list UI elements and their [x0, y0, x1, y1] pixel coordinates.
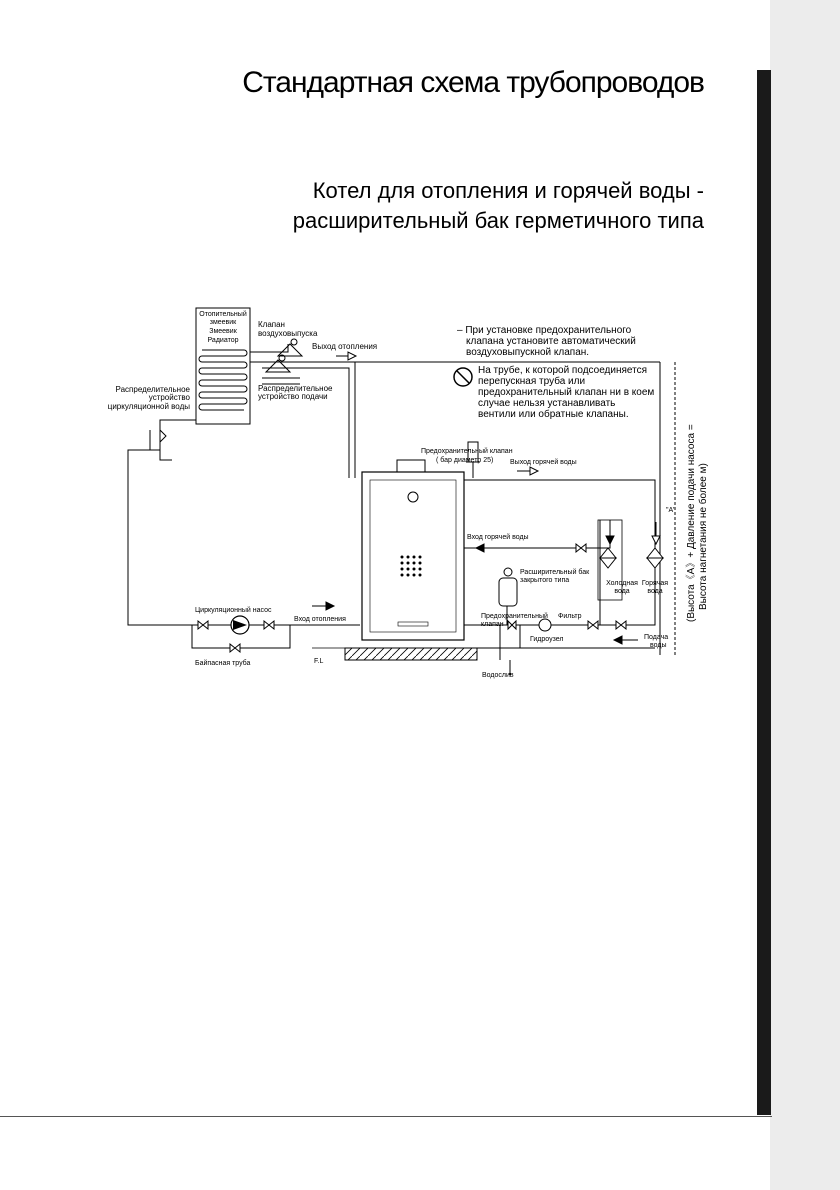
hot-water-label-2: вода: [647, 588, 663, 595]
hot-water-in-label: Вход горячей воды: [467, 534, 529, 541]
expansion-tank-label-2: закрытого типа: [520, 577, 570, 584]
floor-level-label: F.L: [314, 658, 324, 665]
prohibition-icon: [454, 368, 472, 386]
supply-distributor-label-1: Распределительное: [258, 384, 333, 393]
filter-icon: [539, 619, 551, 631]
note2-line-1: На трубе, к которой подсоединяется: [478, 365, 648, 376]
cold-water-label-2: вода: [614, 588, 630, 595]
radiator-label-3: Змеевик: [209, 328, 237, 335]
drain-label: Водослив: [482, 672, 514, 679]
safety-valve-bottom-label-1: Предохранительный: [481, 613, 548, 620]
note2-line-3: предохранительный клапан ни в коем: [478, 387, 655, 398]
safety-valve-top-label-2: ( бар диаметр 25): [436, 457, 494, 464]
safety-valve-bottom-label-2: клапан: [481, 621, 504, 628]
boiler-base: [345, 648, 477, 660]
note1-line-1: – При установке предохранительного: [457, 325, 632, 336]
filter-label: Фильтр: [558, 613, 582, 620]
side-formula-line-1: (Высота《A》+ Давление подачи насоса =: [686, 424, 697, 622]
circ-distributor-label-1: Распределительное: [115, 385, 190, 394]
circ-distributor-label-2: устройство: [148, 393, 190, 402]
note1-line-2: клапана установите автоматический: [466, 336, 636, 347]
radiator-label-2: змеевик: [209, 319, 237, 326]
subtitle-line-1: Котел для отопления и горячей воды -: [312, 178, 704, 203]
note2-line-5: вентили или обратные клапаны.: [478, 409, 629, 420]
hot-water-label-1: Горячая: [641, 580, 669, 587]
supply-distributor-label-2: устройство подачи: [258, 392, 328, 401]
radiator-label-4: Радиатор: [207, 337, 239, 344]
hot-water-out-label: Выход горячей воды: [510, 459, 577, 466]
expansion-tank-icon: [499, 568, 517, 606]
radiator-label-1: Отопительный: [199, 311, 247, 318]
note2-line-2: перепускная труба или: [478, 376, 586, 387]
subtitle-line-2: расширительный бак герметичного типа: [292, 208, 704, 233]
air-valve-label-1: Клапан: [258, 320, 285, 329]
note1-line-3: воздуховыпускной клапан.: [466, 347, 590, 358]
height-mark-label: "A": [666, 507, 676, 514]
radiator-unit: [196, 308, 250, 424]
water-supply-label-2: воды: [650, 642, 667, 649]
heating-in-label: Вход отопления: [294, 616, 346, 623]
circulation-pump-icon: [231, 616, 249, 634]
boiler: [345, 460, 477, 660]
safety-valve-top-label-1: Предохранительный клапан: [421, 448, 513, 455]
water-supply-label-1: Подача: [644, 634, 669, 641]
side-formula-line-2: Высота нагнетания не более м): [698, 463, 709, 610]
expansion-tank-label-1: Расширительный бак: [520, 569, 590, 576]
air-valve-label-2: воздуховыпуска: [258, 329, 318, 338]
heating-out-label: Выход отопления: [312, 342, 378, 351]
cold-water-label-1: Холодная: [606, 580, 638, 587]
circ-distributor-label-3: циркуляционной воды: [107, 402, 190, 411]
circ-pump-label: Циркуляционный насос: [195, 607, 272, 614]
note2-line-4: случае нельзя устанавливать: [478, 398, 616, 409]
page-title: Стандартная схема трубопроводов: [242, 66, 704, 99]
water-trap-label: Гидроузел: [530, 636, 564, 643]
bypass-label: Байпасная труба: [195, 660, 251, 667]
